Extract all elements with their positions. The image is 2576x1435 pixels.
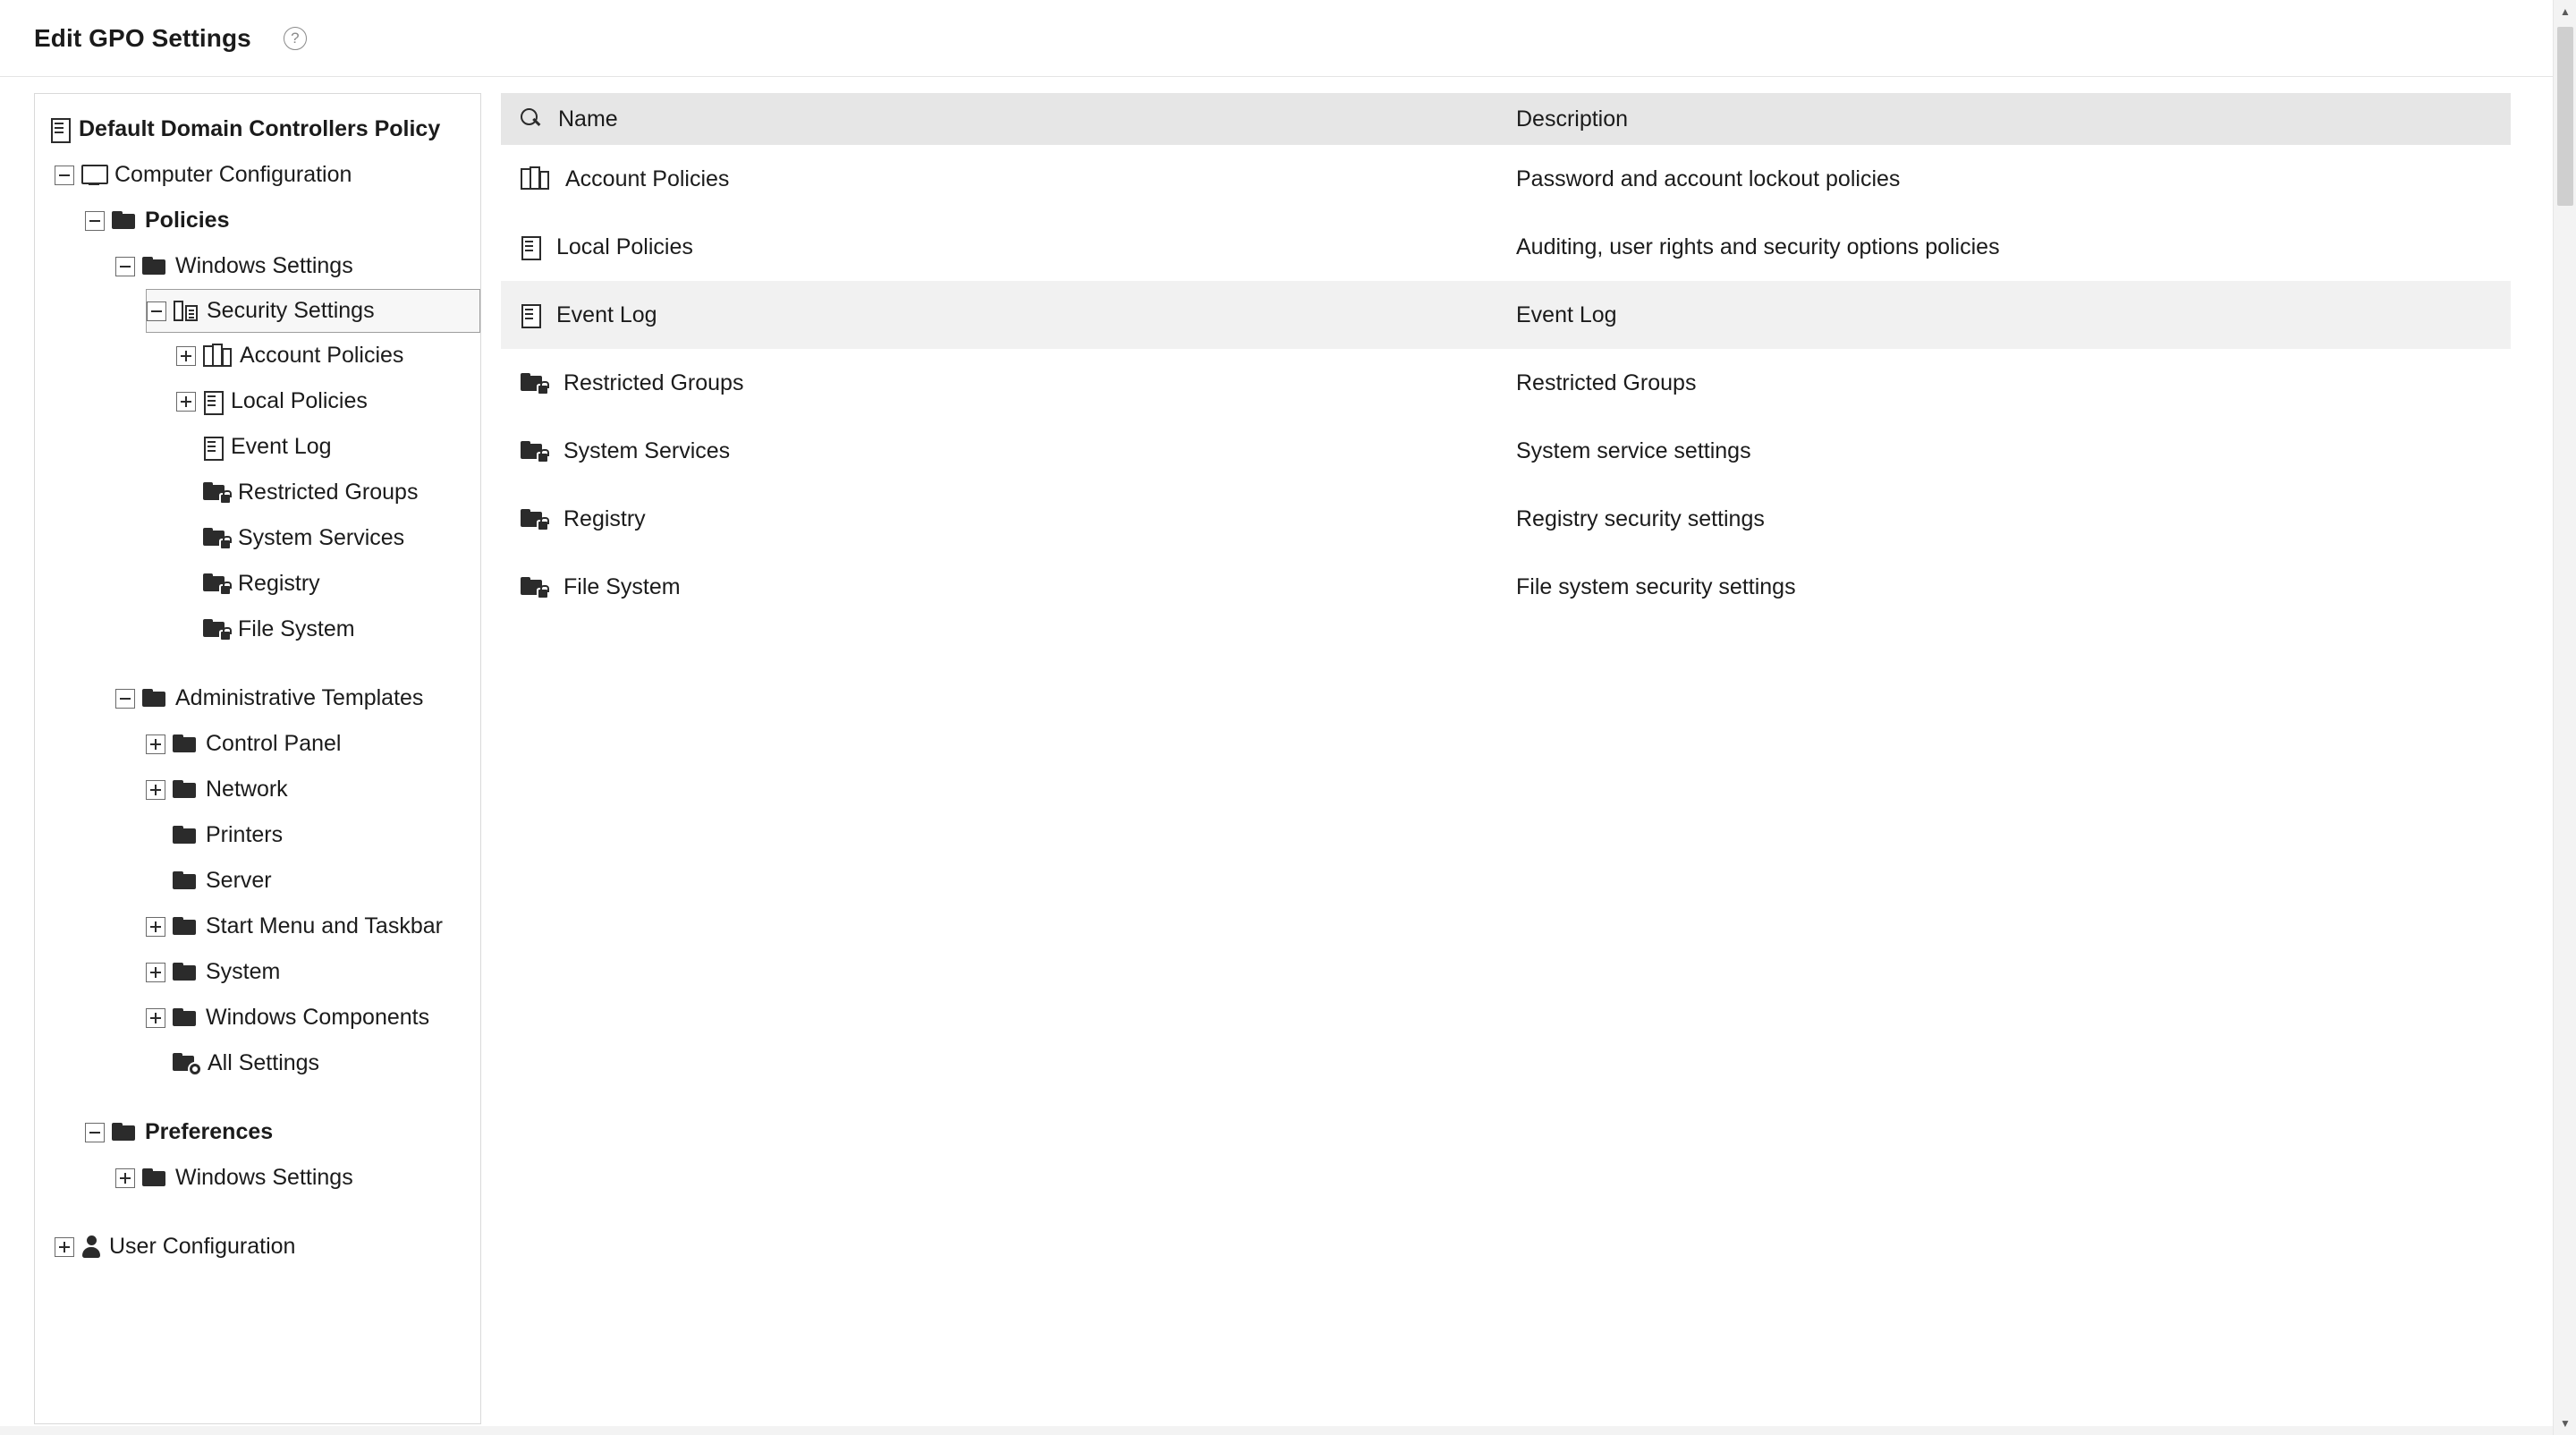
table-row[interactable] bbox=[501, 485, 2511, 553]
tree-item-label: System Services bbox=[238, 525, 405, 550]
policy-icon bbox=[203, 390, 223, 413]
tree-item-label: Security Settings bbox=[207, 298, 375, 323]
folder-lock-icon bbox=[203, 573, 230, 594]
expand-node-icon[interactable] bbox=[176, 392, 196, 412]
collapse-node-icon[interactable] bbox=[85, 211, 105, 231]
policy-icon bbox=[521, 235, 540, 259]
tree-item-registry[interactable] bbox=[176, 561, 480, 607]
tree-item-label: Windows Settings bbox=[175, 253, 353, 278]
tree-item-label: Default Domain Controllers Policy bbox=[79, 116, 441, 141]
monitor-icon bbox=[81, 165, 106, 186]
folder-icon bbox=[112, 1123, 137, 1142]
row-name-label: Local Policies bbox=[556, 234, 693, 259]
tree-item-label: Network bbox=[206, 777, 288, 802]
help-circle-icon[interactable]: ? bbox=[284, 27, 307, 50]
folder-lock-icon bbox=[203, 482, 230, 503]
folder-lock-icon bbox=[521, 577, 547, 598]
folder-icon bbox=[173, 780, 198, 800]
folder-lock-icon bbox=[203, 619, 230, 640]
collapse-node-icon[interactable] bbox=[85, 1123, 105, 1142]
folder-lock-icon bbox=[521, 509, 547, 530]
tree-item-label: Printers bbox=[206, 822, 284, 847]
tree-item-file-system[interactable] bbox=[176, 607, 480, 652]
security-settings-icon bbox=[174, 300, 199, 323]
tree-item-user-configuration[interactable] bbox=[55, 1224, 480, 1269]
tree-item-label: Preferences bbox=[145, 1119, 274, 1144]
cell-description: Password and account lockout policies bbox=[1516, 166, 1901, 191]
cell-description: System service settings bbox=[1516, 437, 1751, 463]
row-name-label: Event Log bbox=[556, 301, 657, 327]
folder-icon bbox=[142, 689, 167, 709]
tree-item-local-policies[interactable] bbox=[176, 378, 480, 424]
folder-icon bbox=[173, 917, 198, 937]
folder-lock-icon bbox=[521, 373, 547, 394]
table-row[interactable] bbox=[501, 417, 2511, 485]
tree-item-restricted-groups[interactable] bbox=[176, 470, 480, 515]
settings-rows bbox=[501, 145, 2511, 621]
account-policies-icon bbox=[521, 166, 549, 191]
cell-name bbox=[501, 574, 1516, 600]
tree-item-administrative-templates[interactable] bbox=[115, 675, 480, 721]
tree-item-computer-configuration[interactable] bbox=[55, 152, 480, 198]
tree-item-start-menu-and-taskbar[interactable] bbox=[146, 904, 480, 949]
tree-item-system[interactable] bbox=[146, 949, 480, 995]
table-row[interactable] bbox=[501, 281, 2511, 349]
row-name-label: File System bbox=[564, 573, 681, 599]
expand-node-icon[interactable] bbox=[146, 734, 165, 754]
column-description-label: Description bbox=[1516, 106, 1629, 132]
expand-node-icon[interactable] bbox=[115, 1168, 135, 1188]
page-title: Edit GPO Settings bbox=[34, 23, 251, 52]
folder-icon bbox=[112, 211, 137, 231]
collapse-node-icon[interactable] bbox=[115, 689, 135, 709]
row-name-label: Registry bbox=[564, 505, 646, 531]
expand-node-icon[interactable] bbox=[146, 963, 165, 982]
gpo-icon bbox=[51, 118, 71, 141]
folder-icon bbox=[142, 1168, 167, 1188]
tree-item-event-log[interactable] bbox=[176, 424, 480, 470]
column-name-header[interactable] bbox=[501, 106, 1516, 132]
tree-item-label: Policies bbox=[145, 208, 230, 233]
scroll-up-arrow-icon[interactable]: ▲ bbox=[2560, 5, 2571, 18]
policy-icon bbox=[203, 436, 223, 459]
expand-node-icon[interactable] bbox=[55, 1237, 74, 1257]
tree-item-label: Start Menu and Taskbar bbox=[206, 913, 443, 938]
folder-icon bbox=[142, 257, 167, 276]
tree-item-network[interactable] bbox=[146, 767, 480, 812]
scroll-down-arrow-icon[interactable]: ▼ bbox=[2560, 1417, 2571, 1430]
tree-item-policies[interactable] bbox=[85, 198, 480, 243]
collapse-node-icon[interactable] bbox=[115, 257, 135, 276]
tree-item-preferences[interactable] bbox=[85, 1109, 480, 1155]
row-name-label: Restricted Groups bbox=[564, 369, 744, 395]
tree-item-label: Server bbox=[206, 868, 272, 893]
column-description-header[interactable] bbox=[1516, 106, 2511, 132]
tree-item-security-settings[interactable] bbox=[146, 289, 480, 333]
cell-name bbox=[501, 302, 1516, 328]
tree-item-windows-settings[interactable] bbox=[115, 1155, 480, 1201]
tree-item-label: Windows Settings bbox=[175, 1165, 353, 1190]
column-name-label: Name bbox=[558, 106, 618, 132]
tree-item-label: Control Panel bbox=[206, 731, 342, 756]
tree-item-windows-components[interactable] bbox=[146, 995, 480, 1040]
tree-item-label: Local Policies bbox=[231, 388, 368, 413]
tree-item-label: Registry bbox=[238, 571, 320, 596]
tree-item-control-panel[interactable] bbox=[146, 721, 480, 767]
cell-description: File system security settings bbox=[1516, 573, 1796, 599]
folder-icon bbox=[173, 826, 198, 845]
tree-item-label: File System bbox=[238, 616, 355, 641]
tree-item-all-settings[interactable] bbox=[146, 1040, 480, 1086]
tree-item-label: Account Policies bbox=[240, 343, 404, 368]
cell-description: Registry security settings bbox=[1516, 505, 1765, 531]
horizontal-scrollbar[interactable] bbox=[0, 1426, 2553, 1435]
tree-node-list bbox=[35, 152, 480, 1269]
folder-icon bbox=[173, 734, 198, 754]
row-name-label: Account Policies bbox=[565, 166, 730, 191]
cell-name bbox=[501, 438, 1516, 464]
tree-item-label: Restricted Groups bbox=[238, 480, 419, 505]
expand-node-icon[interactable] bbox=[176, 346, 196, 366]
expand-node-icon[interactable] bbox=[146, 1008, 165, 1028]
tree-item-server[interactable] bbox=[146, 858, 480, 904]
table-row[interactable] bbox=[501, 213, 2511, 281]
scrollbar-thumb[interactable] bbox=[2557, 27, 2573, 206]
tree-item-label: Administrative Templates bbox=[175, 685, 424, 710]
cell-name bbox=[501, 166, 1516, 192]
cell-description: Event Log bbox=[1516, 301, 1617, 327]
folder-gear-icon bbox=[173, 1053, 199, 1074]
user-icon bbox=[81, 1235, 101, 1259]
cell-description: Restricted Groups bbox=[1516, 369, 1697, 395]
gpo-tree-pane bbox=[34, 93, 481, 1424]
table-row[interactable] bbox=[501, 145, 2511, 213]
tree-item-label: All Settings bbox=[208, 1050, 320, 1075]
folder-lock-icon bbox=[203, 528, 230, 548]
policy-icon bbox=[521, 303, 540, 327]
cell-name bbox=[501, 506, 1516, 532]
table-row[interactable] bbox=[501, 349, 2511, 417]
tree-item-windows-settings[interactable] bbox=[115, 243, 480, 289]
row-name-label: System Services bbox=[564, 437, 731, 463]
cell-name bbox=[501, 370, 1516, 396]
search-icon[interactable] bbox=[521, 108, 542, 130]
page-header bbox=[0, 0, 2576, 77]
folder-icon bbox=[173, 1008, 198, 1028]
tree-item-label: Event Log bbox=[231, 434, 332, 459]
collapse-node-icon[interactable] bbox=[147, 301, 166, 321]
table-row[interactable] bbox=[501, 553, 2511, 621]
tree-item-printers[interactable] bbox=[146, 812, 480, 858]
cell-description: Auditing, user rights and security options policies bbox=[1516, 234, 2000, 259]
tree-item-system-services[interactable] bbox=[176, 515, 480, 561]
tree-item-account-policies[interactable] bbox=[176, 333, 480, 378]
settings-list-pane bbox=[501, 93, 2511, 1424]
tree-item-default-domain-controllers-policy[interactable] bbox=[35, 106, 480, 152]
folder-lock-icon bbox=[521, 441, 547, 462]
expand-node-icon[interactable] bbox=[146, 780, 165, 800]
vertical-scrollbar[interactable] bbox=[2553, 0, 2576, 1435]
tree-item-label: Windows Components bbox=[206, 1005, 430, 1030]
tree-item-label: System bbox=[206, 959, 281, 984]
list-column-header bbox=[501, 93, 2511, 145]
account-policies-icon bbox=[203, 344, 232, 369]
collapse-node-icon[interactable] bbox=[55, 166, 74, 185]
folder-icon bbox=[173, 963, 198, 982]
tree-item-label: User Configuration bbox=[109, 1234, 296, 1259]
cell-name bbox=[501, 234, 1516, 260]
tree-item-label: Computer Configuration bbox=[114, 162, 352, 187]
expand-node-icon[interactable] bbox=[146, 917, 165, 937]
folder-icon bbox=[173, 871, 198, 891]
